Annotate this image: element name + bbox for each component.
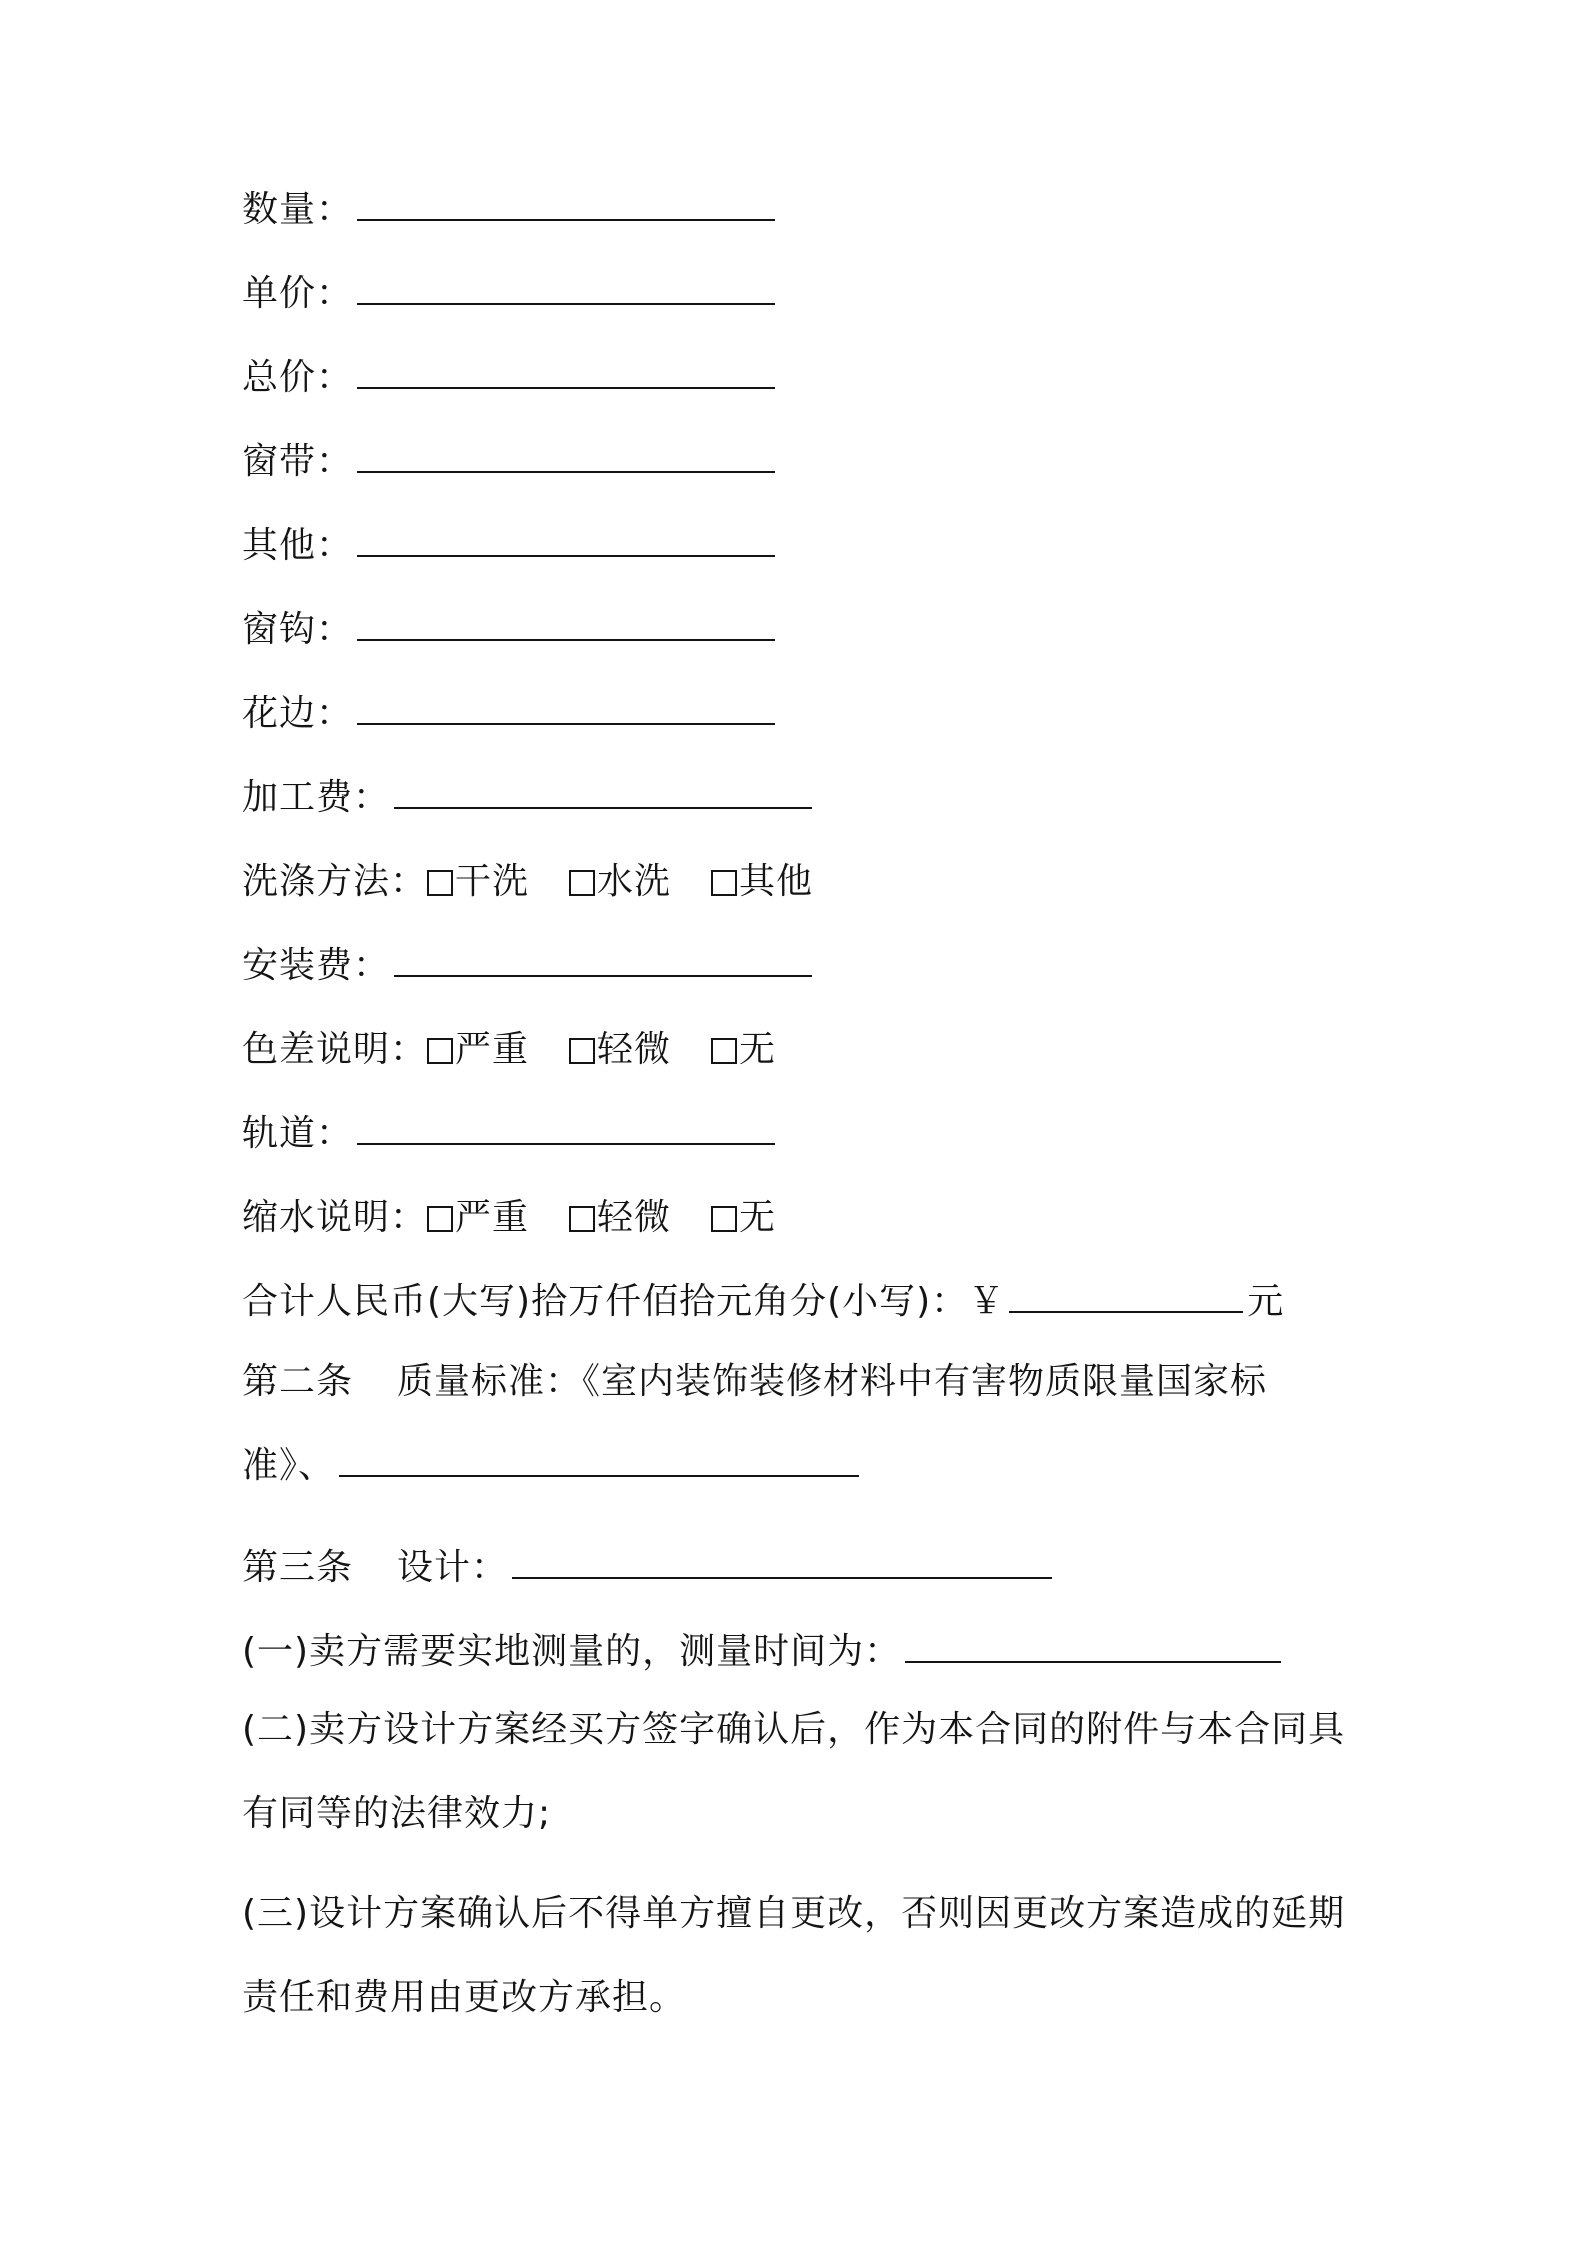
field-lace-trim: [242, 694, 1362, 734]
checkbox-option[interactable]: [711, 862, 813, 902]
field-label: 轨道：: [242, 1113, 354, 1154]
option-label: 严重: [455, 1029, 530, 1070]
fill-in-blank[interactable]: [512, 1573, 1052, 1579]
option-label: 干洗: [455, 861, 530, 902]
field-label: 总价：: [242, 357, 354, 398]
checkbox-option[interactable]: [427, 862, 529, 902]
fill-in-blank[interactable]: [1009, 1307, 1243, 1313]
total-prefix: 合计人民币(大写)拾万仟佰拾元角分(小写)：￥: [242, 1281, 1006, 1322]
field-installation-fee: [242, 946, 1362, 986]
field-shrinkage: [242, 1198, 1362, 1238]
field-total-price: [242, 358, 1362, 398]
fill-in-blank[interactable]: [339, 1471, 859, 1477]
fill-in-blank[interactable]: [357, 383, 775, 389]
checkbox-option[interactable]: [569, 862, 671, 902]
item-text: (一)卖方需要实地测量的，测量时间为：: [242, 1631, 902, 1672]
checkbox-option[interactable]: [569, 1198, 671, 1238]
option-label: 无: [739, 1197, 777, 1238]
checkbox[interactable]: [427, 870, 453, 896]
checkbox[interactable]: [569, 1038, 595, 1064]
option-label: 轻微: [597, 1029, 672, 1070]
field-label: 加工费：: [242, 777, 391, 818]
checkbox-option[interactable]: [711, 1030, 776, 1070]
fill-in-blank[interactable]: [357, 1139, 775, 1145]
field-other: [242, 526, 1362, 566]
field-washing-method: [242, 862, 1362, 902]
article-text-cont: 准》、: [242, 1445, 336, 1486]
field-label: 数量：: [242, 189, 354, 230]
field-label: 窗带：: [242, 441, 354, 482]
item-text: (三)设计方案确认后不得单方擅自更改，否则因更改方案造成的延期责任和费用由更改方承担。: [242, 1893, 1346, 2018]
checkbox[interactable]: [427, 1038, 453, 1064]
field-label: 其他：: [242, 525, 354, 566]
option-label: 其他: [739, 861, 814, 902]
field-curtain-band: [242, 442, 1362, 482]
field-quantity: [242, 190, 1362, 230]
checkbox-option[interactable]: [711, 1198, 776, 1238]
option-label: 水洗: [597, 861, 672, 902]
fill-in-blank[interactable]: [357, 299, 775, 305]
fill-in-blank[interactable]: [394, 803, 812, 809]
article-2: [242, 1340, 1362, 1508]
fill-in-blank[interactable]: [357, 719, 775, 725]
checkbox[interactable]: [711, 1206, 737, 1232]
field-unit-price: [242, 274, 1362, 314]
checkbox[interactable]: [427, 1206, 453, 1232]
fill-in-blank[interactable]: [905, 1657, 1281, 1663]
checkbox[interactable]: [711, 1038, 737, 1064]
field-label: 洗涤方法：: [242, 861, 428, 902]
field-label: 单价：: [242, 273, 354, 314]
field-processing-fee: [242, 778, 1362, 818]
field-color-difference: [242, 1030, 1362, 1070]
checkbox-option[interactable]: [569, 1030, 671, 1070]
article-3: [242, 1548, 1362, 1588]
field-total-amount: [242, 1282, 1362, 1322]
checkbox[interactable]: [711, 870, 737, 896]
checkbox-option[interactable]: [427, 1198, 529, 1238]
field-label: 色差说明：: [242, 1029, 428, 1070]
field-label: 窗钩：: [242, 609, 354, 650]
option-label: 无: [739, 1029, 777, 1070]
fill-in-blank[interactable]: [394, 971, 812, 977]
item-1: [242, 1632, 1362, 1672]
field-curtain-hook: [242, 610, 1362, 650]
article-text: 质量标准：《室内装饰装修材料中有害物质限量国家标: [397, 1361, 1268, 1402]
item-text: (二)卖方设计方案经买方签字确认后，作为本合同的附件与本合同具有同等的法律效力;: [242, 1709, 1346, 1834]
item-3: [242, 1872, 1362, 2040]
fill-in-blank[interactable]: [357, 467, 775, 473]
fill-in-blank[interactable]: [357, 635, 775, 641]
fill-in-blank[interactable]: [357, 215, 775, 221]
checkbox[interactable]: [569, 870, 595, 896]
fill-in-blank[interactable]: [357, 551, 775, 557]
article-number: 第二条: [242, 1361, 354, 1402]
item-2: [242, 1688, 1362, 1856]
option-label: 轻微: [597, 1197, 672, 1238]
checkbox[interactable]: [569, 1206, 595, 1232]
option-label: 严重: [455, 1197, 530, 1238]
checkbox-option[interactable]: [427, 1030, 529, 1070]
field-track: [242, 1114, 1362, 1154]
article-number: 第三条: [242, 1547, 354, 1588]
article-label: 设计：: [397, 1547, 509, 1588]
field-label: 花边：: [242, 693, 354, 734]
field-label: 缩水说明：: [242, 1197, 428, 1238]
contract-page: [242, 190, 1362, 2040]
field-label: 安装费：: [242, 945, 391, 986]
total-suffix: 元: [1247, 1281, 1285, 1322]
